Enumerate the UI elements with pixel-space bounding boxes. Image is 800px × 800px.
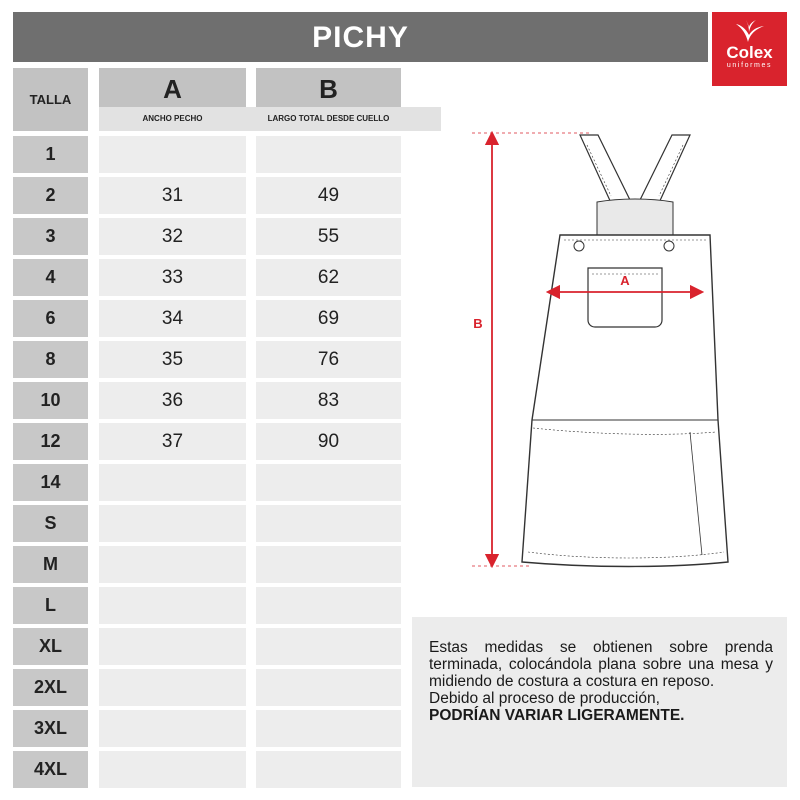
chest-width-value	[99, 136, 246, 173]
logo-subtitle: uniformes	[726, 62, 773, 69]
size-label: 6	[13, 300, 88, 337]
size-label: M	[13, 546, 88, 583]
size-label: 4	[13, 259, 88, 296]
chest-width-value: 36	[99, 382, 246, 419]
size-label: 2XL	[13, 669, 88, 706]
column-b-description: LARGO TOTAL DESDE CUELLO	[216, 107, 441, 131]
total-length-value: 90	[256, 423, 401, 460]
chest-width-value: 37	[99, 423, 246, 460]
note-bold-text: PODRÍAN VARIAR LIGERAMENTE.	[429, 707, 685, 724]
total-length-value	[256, 464, 401, 501]
total-length-value	[256, 546, 401, 583]
total-length-value: 76	[256, 341, 401, 378]
total-length-value: 83	[256, 382, 401, 419]
chest-width-value	[99, 669, 246, 706]
total-length-value: 62	[256, 259, 401, 296]
chest-width-value	[99, 546, 246, 583]
note-text-2: Debido al proceso de producción,	[429, 690, 660, 707]
logo-brand: Colex	[726, 43, 773, 62]
chest-width-value	[99, 505, 246, 542]
size-label: XL	[13, 628, 88, 665]
apron-diagram	[440, 120, 740, 580]
size-label: 2	[13, 177, 88, 214]
total-length-value: 55	[256, 218, 401, 255]
size-label: 1	[13, 136, 88, 173]
size-label: 4XL	[13, 751, 88, 788]
column-a-letter: A	[99, 68, 246, 107]
size-label: 14	[13, 464, 88, 501]
total-length-value: 69	[256, 300, 401, 337]
chest-width-value: 33	[99, 259, 246, 296]
chest-width-value: 34	[99, 300, 246, 337]
chest-width-value	[99, 587, 246, 624]
chest-width-value	[99, 751, 246, 788]
total-length-value	[256, 669, 401, 706]
chest-width-value: 31	[99, 177, 246, 214]
column-b-header	[256, 68, 401, 131]
size-column-header: TALLA	[13, 68, 88, 131]
size-label: 3	[13, 218, 88, 255]
total-length-value	[256, 751, 401, 788]
chest-width-value: 32	[99, 218, 246, 255]
column-a-description: ANCHO PECHO	[99, 107, 246, 131]
page-title: PICHY	[13, 12, 708, 62]
total-length-value	[256, 136, 401, 173]
chest-width-value	[99, 628, 246, 665]
chest-width-value	[99, 464, 246, 501]
chest-width-value: 35	[99, 341, 246, 378]
size-label: 8	[13, 341, 88, 378]
apron-straps	[580, 135, 690, 205]
total-length-value	[256, 710, 401, 747]
measure-a-label: A	[620, 273, 630, 288]
total-length-value: 49	[256, 177, 401, 214]
note-text: Estas medidas se obtienen sobre prenda terminada, colocándola plana sobre una mesa y midiendo de costura a costura en reposo.	[429, 639, 773, 690]
total-length-value	[256, 587, 401, 624]
total-length-value	[256, 505, 401, 542]
measure-b-label: B	[473, 316, 483, 331]
measurement-note	[412, 617, 787, 787]
size-label: L	[13, 587, 88, 624]
size-label: 12	[13, 423, 88, 460]
size-label: 3XL	[13, 710, 88, 747]
brand-logo	[712, 12, 787, 86]
total-length-value	[256, 628, 401, 665]
chest-width-value	[99, 710, 246, 747]
size-label: S	[13, 505, 88, 542]
column-b-letter: B	[256, 68, 401, 107]
size-label: 10	[13, 382, 88, 419]
